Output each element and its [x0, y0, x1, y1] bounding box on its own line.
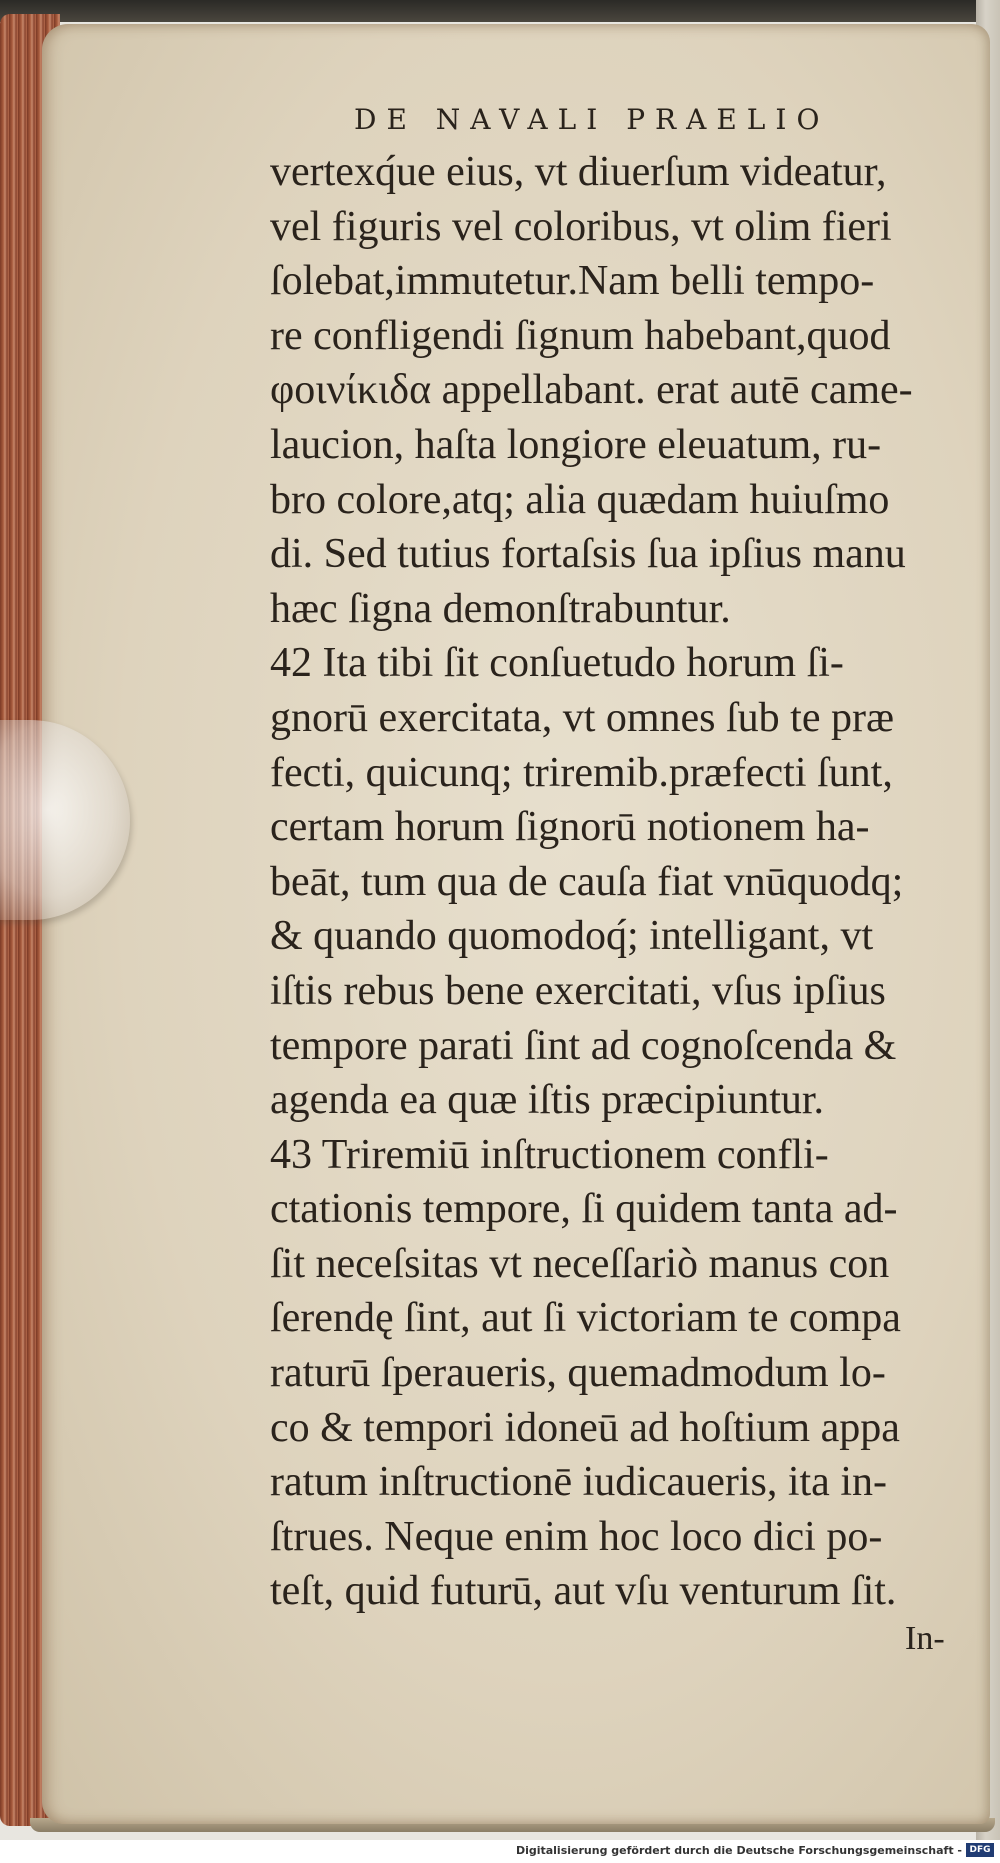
text-line: ſolebat,immutetur.Nam belli tempo- [270, 258, 875, 305]
text-line: ſtrues. Neque enim hoc loco dici po- [270, 1513, 883, 1560]
text-line: iſtis rebus bene exercitati, vſus ipſius [270, 967, 886, 1014]
text-lines [270, 145, 980, 1619]
text-line: vertexq́ue eius, vt diuerſum videatur, [270, 149, 887, 195]
footer-bar [0, 1840, 1000, 1863]
text-line: ſit neceſsitas vt neceſſariò manus con [270, 1240, 890, 1287]
text-line: di. Sed tutius fortaſsis ſua ipſius manu [270, 531, 906, 578]
text-line: ratum inſtructionē iudicaueris, ita in- [270, 1459, 887, 1506]
text-line: beāt, tum qua de cauſa fiat vnūquodq; [270, 858, 904, 905]
scan-top-border [0, 0, 1000, 22]
text-line: raturū ſperaueris, quemadmodum lo- [270, 1350, 886, 1397]
text-line: vel figuris vel coloribus, vt olim fieri [270, 203, 892, 250]
text-line: laucion, haſta longiore eleuatum, ru- [270, 421, 882, 468]
text-line: tempore parati ſint ad cognoſcenda & [270, 1022, 897, 1069]
dfg-logo: DFG [966, 1843, 994, 1857]
text-line: re confligendi ſignum habebant,quod [270, 312, 891, 359]
text-line: fecti, quicunq; triremib.præfecti ſunt, [270, 749, 893, 796]
text-line: ſerendę ſint, aut ſi victoriam te compa [270, 1295, 901, 1342]
catchword: In- [905, 1620, 945, 1657]
text-line: 43 Triremiū inſtructionem confli- [270, 1131, 829, 1178]
text-line: 42 Ita tibi ſit conſuetudo horum ſi- [270, 640, 844, 687]
text-line: & quando quomodoq́; intelligant, vt [270, 913, 874, 960]
text-line: co & tempori idoneū ad hoſtium appa [270, 1404, 900, 1451]
text-line: agenda ea quæ iſtis præcipiuntur. [270, 1077, 825, 1124]
footer-credit: Digitalisierung gefördert durch die Deutsche Forschungsgemeinschaft - [515, 1844, 962, 1857]
text-line: bro colore,atq; alia quædam huiuſmo [270, 476, 890, 523]
text-line: φοινίκιδα appellabant. erat autē came- [270, 367, 913, 414]
text-line: hæc ſigna demonſtrabuntur. [270, 585, 731, 632]
text-line: certam horum ſignorū notionem ha- [270, 804, 870, 851]
running-head: DE NAVALI PRAELIO [354, 103, 830, 136]
text-line: ctationis tempore, ſi quidem tanta ad- [270, 1186, 898, 1233]
text-block [270, 95, 980, 1619]
text-line: gnorū exercitata, vt omnes ſub te præ [270, 694, 894, 741]
text-line: teſt, quid futurū, aut vſu venturum ſit. [270, 1568, 897, 1615]
